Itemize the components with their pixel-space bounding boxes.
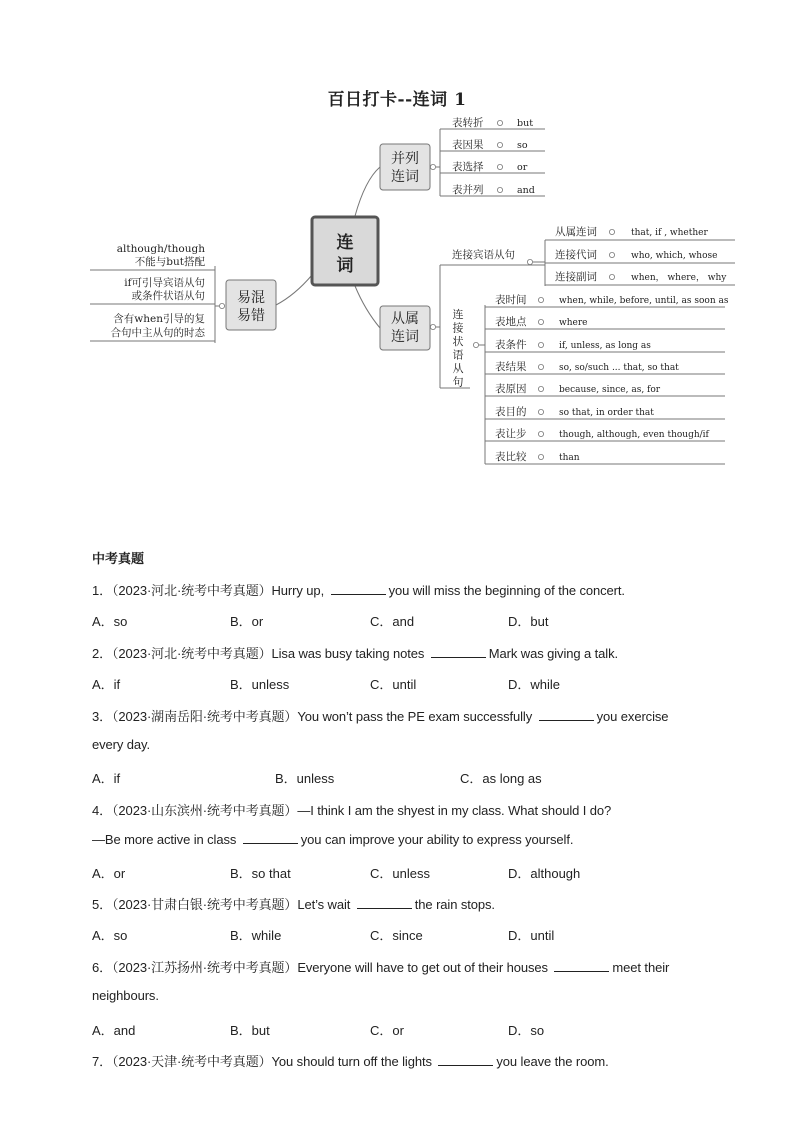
conjunction-words: that, if , whether <box>631 228 708 238</box>
question-line <box>92 1051 609 1070</box>
confusing-note: 含有when引导的复 <box>113 313 205 325</box>
category-label: 表地点 <box>495 316 527 328</box>
question-line <box>92 831 573 847</box>
conjunction-words: though, although, even though/if <box>559 430 709 440</box>
answer-option[interactable]: C．or <box>370 1022 404 1038</box>
category-label: 表目的 <box>495 406 527 418</box>
question-line <box>92 580 625 599</box>
category-label: 表因果 <box>452 139 484 151</box>
center-node-label: 连 <box>336 233 354 253</box>
answer-option[interactable]: B．but <box>230 1022 270 1038</box>
question-line <box>92 737 150 752</box>
category-label: 连接代词 <box>555 249 597 261</box>
answer-option[interactable]: D．until <box>508 928 555 944</box>
collapse-node-icon <box>473 342 478 347</box>
confusing-note: although/though <box>116 243 205 255</box>
question-source: （2023·山东滨州·统考中考真题） <box>112 802 298 818</box>
question-number: 4． <box>92 802 113 818</box>
question-line <box>92 706 668 725</box>
adverbial-clause-label: 接 <box>452 321 464 335</box>
confusing-note: 不能与but搭配 <box>134 256 205 268</box>
subordinating-node-label: 从属 <box>391 311 419 327</box>
answer-option[interactable]: C．since <box>370 928 423 944</box>
question-number: 2． <box>92 645 113 661</box>
question-line <box>92 800 611 819</box>
answer-option[interactable]: A．so <box>92 928 128 944</box>
confusing-note: 合句中主从句的时态 <box>110 327 205 339</box>
category-label: 表条件 <box>495 339 527 351</box>
confusing-node-label: 易错 <box>237 308 265 324</box>
conjunction-words: and <box>517 185 535 196</box>
answer-option[interactable]: D．although <box>508 865 581 881</box>
category-label: 表转折 <box>452 117 484 129</box>
category-label: 表让步 <box>495 428 527 440</box>
answer-option[interactable]: B．or <box>230 614 264 630</box>
answer-blank[interactable] <box>357 896 412 909</box>
collapse-node-icon <box>538 342 543 347</box>
collapse-node-icon <box>497 164 502 169</box>
conjunction-words: but <box>517 118 534 129</box>
question-text: you can improve your ability to express yourself. <box>300 832 574 848</box>
question-line <box>92 643 618 662</box>
collapse-node-icon <box>497 187 502 192</box>
question-line <box>92 988 159 1003</box>
question-source: （2023·湖南岳阳·统考中考真题） <box>112 708 298 724</box>
answer-option[interactable]: C．unless <box>370 865 430 881</box>
question-text: Lisa was busy taking notes <box>271 645 428 661</box>
object-clause-label: 连接宾语从句 <box>452 249 515 261</box>
question-text: you leave the room. <box>496 1054 609 1069</box>
answer-option[interactable]: D．so <box>508 1022 545 1038</box>
conjunction-words: or <box>517 162 528 173</box>
collapse-node-icon <box>609 252 614 257</box>
collapse-node-icon <box>538 431 543 436</box>
answer-blank[interactable] <box>554 959 609 972</box>
question-text: Everyone will have to get out of their houses <box>297 959 552 975</box>
question-text: you will miss the beginning of the concert. <box>388 583 625 598</box>
answer-option[interactable]: B．so that <box>230 865 291 881</box>
collapse-node-icon <box>609 229 614 234</box>
conjunction-words: than <box>559 453 580 463</box>
confusing-node-label: 易混 <box>237 290 265 306</box>
conjunction-words: so <box>517 140 528 151</box>
question-text: —I think I am the shyest in my class. What should I do? <box>297 802 612 818</box>
category-label: 从属连词 <box>555 226 597 238</box>
category-label: 表原因 <box>495 383 527 395</box>
question-number: 6． <box>92 959 113 975</box>
answer-option[interactable]: A．or <box>92 865 126 881</box>
question-text: Let’s wait <box>297 897 354 912</box>
connector-curve <box>355 286 380 328</box>
collapse-node-icon <box>538 409 543 414</box>
section-heading: 中考真题 <box>92 552 145 567</box>
question-text: you exercise <box>596 708 669 724</box>
question-source: （2023·江苏扬州·统考中考真题） <box>112 959 298 975</box>
category-label: 连接副词 <box>555 271 597 283</box>
coordinating-node-label: 并列 <box>391 151 419 167</box>
coordinating-node-label: 连词 <box>391 169 419 185</box>
category-label: 表结果 <box>495 361 527 373</box>
question-text: You should turn off the lights <box>271 1054 436 1069</box>
connector-curve <box>276 275 312 305</box>
question-number: 1． <box>92 583 113 598</box>
answer-blank[interactable] <box>243 831 298 844</box>
answer-option[interactable]: A．if <box>92 771 121 787</box>
question-text: Hurry up, <box>271 583 328 598</box>
conjunction-words: when, while, before, until, as soon as <box>559 296 729 306</box>
question-line <box>92 894 495 913</box>
question-line <box>92 957 669 976</box>
collapse-node-icon <box>497 142 502 147</box>
question-text: Mark was giving a talk. <box>488 645 618 661</box>
answer-blank[interactable] <box>539 708 594 721</box>
collapse-node-icon <box>538 454 543 459</box>
answer-option[interactable]: B．while <box>230 928 282 944</box>
answer-option[interactable]: D．but <box>508 614 549 630</box>
question-source: （2023·河北·统考中考真题） <box>112 645 272 661</box>
category-label: 表比较 <box>495 451 527 463</box>
answer-option[interactable]: B．unless <box>230 677 290 693</box>
adverbial-clause-label: 语 <box>452 348 464 362</box>
collapse-node-icon <box>538 319 543 324</box>
conjunction-words: where <box>559 318 588 328</box>
conjunction-words: so that, in order that <box>559 408 654 418</box>
question-number: 3． <box>92 708 113 724</box>
connector-curve <box>355 167 380 216</box>
question-number: 7． <box>92 1054 113 1069</box>
answer-option[interactable]: B．unless <box>275 771 335 787</box>
collapse-node-icon <box>430 324 435 329</box>
adverbial-clause-label: 从 <box>452 362 464 375</box>
collapse-node-icon <box>497 120 502 125</box>
collapse-node-icon <box>219 303 224 308</box>
collapse-node-icon <box>538 386 543 391</box>
collapse-node-icon <box>538 364 543 369</box>
adverbial-clause-label: 句 <box>452 375 464 389</box>
answer-option[interactable]: A．if <box>92 677 121 693</box>
question-text: every day. <box>92 737 151 752</box>
question-number: 5． <box>92 897 113 912</box>
adverbial-clause-label: 连 <box>452 308 464 321</box>
category-label: 表选择 <box>452 161 484 173</box>
conjunction-words: if, unless, as long as <box>559 341 651 351</box>
answer-blank[interactable] <box>331 582 386 595</box>
conjunction-words: so, so/such ... that, so that <box>559 363 679 373</box>
subordinating-node-label: 连词 <box>391 329 419 345</box>
answer-option[interactable]: C．and <box>370 614 415 630</box>
mind-map <box>0 0 794 480</box>
category-label: 表时间 <box>495 294 527 306</box>
conjunction-words: who, which, whose <box>631 251 718 261</box>
confusing-note: 或条件状语从句 <box>131 290 205 302</box>
category-label: 表并列 <box>452 184 484 196</box>
answer-option[interactable]: C．until <box>370 677 417 693</box>
confusing-note: if可引导宾语从句 <box>124 277 205 289</box>
question-text: neighbours. <box>92 988 159 1004</box>
question-text: the rain stops. <box>414 897 495 912</box>
adverbial-clause-label: 状 <box>452 335 464 348</box>
collapse-node-icon <box>527 259 532 264</box>
question-source: （2023·甘肃白银·统考中考真题） <box>112 897 298 912</box>
answer-option[interactable]: A．and <box>92 1022 136 1038</box>
question-text: —Be more active in class <box>92 832 240 848</box>
question-text: You won’t pass the PE exam successfully <box>297 708 536 724</box>
conjunction-words: because, since, as, for <box>559 385 661 395</box>
answer-option[interactable]: D．while <box>508 677 561 693</box>
question-source: （2023·河北·统考中考真题） <box>112 583 272 598</box>
collapse-node-icon <box>430 164 435 169</box>
center-node-label: 词 <box>336 256 354 276</box>
answer-blank[interactable] <box>438 1053 493 1066</box>
answer-option[interactable]: C．as long as <box>460 771 542 787</box>
question-source: （2023·天津·统考中考真题） <box>112 1054 272 1069</box>
collapse-node-icon <box>538 297 543 302</box>
page-title: 百日打卡--连词 1 <box>327 90 467 110</box>
question-text: meet their <box>612 959 670 975</box>
conjunction-words: when， where， why <box>631 273 727 283</box>
answer-blank[interactable] <box>431 645 486 658</box>
answer-option[interactable]: A．so <box>92 614 128 630</box>
collapse-node-icon <box>609 274 614 279</box>
